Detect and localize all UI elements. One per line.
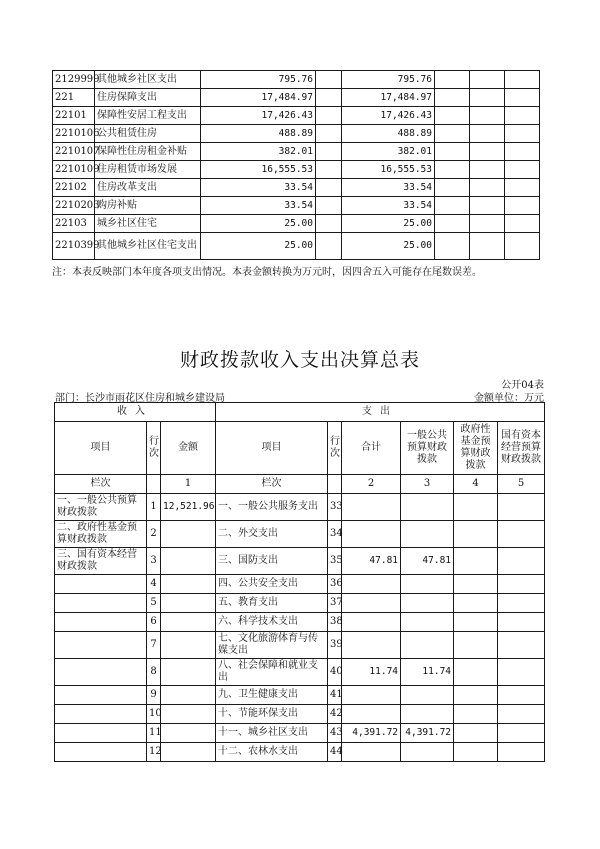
income-line-no: 3 [147,548,161,575]
business-expense [435,125,470,143]
other-expense-a [470,215,505,233]
business-expense [435,161,470,179]
gov-fund-amount [454,686,498,705]
subject-name: 购房补贴 [95,197,201,215]
income-item [55,705,147,724]
subject-code: 2210106 [53,125,95,143]
page-title: 财政拨款收入支出决算总表 [179,349,420,371]
department-label: 部门：长沙市雨花区住房和城乡建设局 [55,393,225,404]
income-amount: 12,521.96 [161,494,216,521]
basic-expense [316,179,342,197]
gov-fund-header: 政府性基金预算财政拨款 [454,422,498,475]
general-budget-amount [401,686,454,705]
general-budget-amount: 47.81 [401,548,454,575]
table-row [55,613,545,632]
table-row [53,107,540,125]
table-row [53,161,540,179]
form-code: 公开04表 [501,380,544,391]
general-budget-amount: 11.74 [401,659,454,686]
column-index-row [55,475,545,494]
col-label: 栏次 [55,475,147,494]
general-budget-amount: 4,391.72 [401,724,454,743]
other-expense-b [505,107,540,125]
income-item [55,575,147,594]
total-amount: 795.76 [201,71,316,89]
total-amount: 17,484.97 [201,89,316,107]
expense-item: 二、外交支出 [216,521,328,548]
gov-fund-amount [454,632,498,659]
basic-expense [316,197,342,215]
table-row [55,575,545,594]
table-row [53,143,540,161]
subject-name: 其他城乡社区住宅支出 [95,233,201,260]
income-item-header: 项目 [55,422,147,475]
income-amount [161,521,216,548]
subject-code: 2210109 [53,161,95,179]
expense-item: 三、国防支出 [216,548,328,575]
expense-total [342,705,401,724]
income-item [55,724,147,743]
income-amount [161,686,216,705]
subject-name: 住房改革支出 [95,179,201,197]
subject-code: 2210203 [53,197,95,215]
expense-total [342,613,401,632]
income-line-no: 11 [147,724,161,743]
expense-item: 十、节能环保支出 [216,705,328,724]
basic-expense [316,161,342,179]
subject-code: 22103 [53,215,95,233]
income-amount-header: 金额 [161,422,216,475]
income-line-no: 10 [147,705,161,724]
income-item [55,632,147,659]
income-line-no: 12 [147,743,161,762]
project-expense: 17,426.43 [342,107,435,125]
income-item [55,659,147,686]
income-amount [161,724,216,743]
subject-code: 2129999 [53,71,95,89]
business-expense [435,197,470,215]
other-expense-b [505,125,540,143]
other-expense-a [470,89,505,107]
expense-item: 八、社会保障和就业支出 [216,659,328,686]
income-line-no: 7 [147,632,161,659]
subject-code: 221 [53,89,95,107]
table-row [55,521,545,548]
business-expense [435,89,470,107]
other-expense-a [470,197,505,215]
income-amount [161,632,216,659]
basic-expense [316,89,342,107]
table-row [53,197,540,215]
gov-fund-amount [454,659,498,686]
expense-line-no: 39 [328,632,342,659]
income-line-no: 5 [147,594,161,613]
table-row [55,548,545,575]
project-expense: 16,555.53 [342,161,435,179]
subject-name: 其他城乡社区支出 [95,71,201,89]
subject-name: 保障性住房租金补贴 [95,143,201,161]
basic-expense [316,215,342,233]
income-line-header: 行次 [147,422,161,475]
expense-item: 九、卫生健康支出 [216,686,328,705]
other-expense-a [470,233,505,260]
other-expense-a [470,143,505,161]
expense-item: 六、科学技术支出 [216,613,328,632]
table-row [53,215,540,233]
general-budget-amount [401,613,454,632]
gov-fund-amount [454,743,498,762]
table-row [55,659,545,686]
general-budget-amount [401,494,454,521]
expense-total: 11.74 [342,659,401,686]
subject-code: 2210107 [53,143,95,161]
project-expense: 25.00 [342,215,435,233]
income-amount [161,659,216,686]
state-capital-amount [498,686,545,705]
expense-total [342,594,401,613]
income-amount [161,548,216,575]
total-amount: 488.89 [201,125,316,143]
table-row [55,686,545,705]
expense-line-no: 43 [328,724,342,743]
expense-line-no: 44 [328,743,342,762]
project-expense: 25.00 [342,233,435,260]
expense-line-no: 40 [328,659,342,686]
col-index-3: 3 [401,475,454,494]
table-row [55,632,545,659]
state-capital-amount [498,724,545,743]
other-expense-a [470,107,505,125]
col-index-1: 1 [161,475,216,494]
state-capital-header: 国有资本经营预算财政拨款 [498,422,545,475]
expense-total [342,494,401,521]
state-capital-amount [498,594,545,613]
income-item [55,594,147,613]
income-item [55,743,147,762]
expense-item: 十二、农林水支出 [216,743,328,762]
gov-fund-amount [454,594,498,613]
total-amount: 17,426.43 [201,107,316,125]
other-expense-a [470,179,505,197]
general-budget-amount [401,705,454,724]
expenditure-detail-table [52,70,540,260]
other-expense-b [505,197,540,215]
expense-total [342,575,401,594]
col-label-2: 栏次 [216,475,328,494]
income-amount [161,613,216,632]
gov-fund-amount [454,724,498,743]
project-expense: 795.76 [342,71,435,89]
table-row [53,125,540,143]
income-line-no: 4 [147,575,161,594]
business-expense [435,107,470,125]
other-expense-a [470,71,505,89]
income-line-no: 6 [147,613,161,632]
table-row [55,494,545,521]
subject-code: 22101 [53,107,95,125]
total-header: 合计 [342,422,401,475]
income-line-no: 2 [147,521,161,548]
expense-total [342,686,401,705]
general-budget-header: 一般公共预算财政拨款 [401,422,454,475]
header-row-sections [55,403,545,422]
other-expense-a [470,161,505,179]
state-capital-amount [498,575,545,594]
expense-item: 十一、城乡社区支出 [216,724,328,743]
basic-expense [316,143,342,161]
state-capital-amount [498,705,545,724]
gov-fund-amount [454,705,498,724]
gov-fund-amount [454,494,498,521]
expense-line-header: 行次 [328,422,342,475]
unit-label: 金额单位：万元 [474,393,544,404]
col-index-5: 5 [498,475,545,494]
general-budget-amount [401,632,454,659]
other-expense-a [470,125,505,143]
subject-code: 22102 [53,179,95,197]
expense-line-no: 38 [328,613,342,632]
income-amount [161,575,216,594]
subject-name: 住房租赁市场发展 [95,161,201,179]
total-amount: 25.00 [201,233,316,260]
subject-name: 公共租赁住房 [95,125,201,143]
other-expense-b [505,161,540,179]
business-expense [435,143,470,161]
total-amount: 382.01 [201,143,316,161]
project-expense: 17,484.97 [342,89,435,107]
other-expense-b [505,71,540,89]
business-expense [435,215,470,233]
expense-total: 4,391.72 [342,724,401,743]
state-capital-amount [498,743,545,762]
income-item [55,686,147,705]
table-row [53,179,540,197]
expense-header: 支出 [216,403,545,422]
income-line-no: 1 [147,494,161,521]
gov-fund-amount [454,548,498,575]
income-item [55,613,147,632]
expense-item-header: 项目 [216,422,328,475]
project-expense: 382.01 [342,143,435,161]
table-row [53,89,540,107]
basic-expense [316,107,342,125]
state-capital-amount [498,632,545,659]
expense-item: 一、一般公共服务支出 [216,494,328,521]
business-expense [435,71,470,89]
subject-name: 保障性安居工程支出 [95,107,201,125]
table-row [55,594,545,613]
subject-name: 住房保障支出 [95,89,201,107]
expense-total [342,743,401,762]
general-budget-amount [401,575,454,594]
table-row [55,724,545,743]
state-capital-amount [498,548,545,575]
income-item: 一、一般公共预算财政拨款 [55,494,147,521]
col-index-2: 2 [342,475,401,494]
basic-expense [316,71,342,89]
col-index-4: 4 [454,475,498,494]
expense-total [342,632,401,659]
expense-line-no: 34 [328,521,342,548]
expense-line-no: 36 [328,575,342,594]
table-row [55,705,545,724]
gov-fund-amount [454,575,498,594]
expense-line-no: 33 [328,494,342,521]
project-expense: 33.54 [342,197,435,215]
other-expense-b [505,215,540,233]
expense-line-no: 41 [328,686,342,705]
expense-line-no: 35 [328,548,342,575]
footnote: 注：本表反映部门本年度各项支出情况。本表金额转换为万元时，因四舍五入可能存在尾数误差。 [52,267,482,278]
state-capital-amount [498,521,545,548]
general-budget-amount [401,594,454,613]
general-budget-amount [401,743,454,762]
other-expense-b [505,233,540,260]
state-capital-amount [498,613,545,632]
expense-line-no: 42 [328,705,342,724]
subject-name: 城乡社区住宅 [95,215,201,233]
business-expense [435,179,470,197]
income-item: 二、政府性基金预算财政拨款 [55,521,147,548]
expense-item: 七、文化旅游体育与传媒支出 [216,632,328,659]
other-expense-b [505,143,540,161]
business-expense [435,233,470,260]
table-row [53,71,540,89]
total-amount: 33.54 [201,179,316,197]
fiscal-appropriation-summary-table [54,402,545,762]
total-amount: 33.54 [201,197,316,215]
expense-item: 五、教育支出 [216,594,328,613]
table-row [53,233,540,260]
income-item: 三、国有资本经营财政拨款 [55,548,147,575]
income-line-no: 9 [147,686,161,705]
state-capital-amount [498,494,545,521]
state-capital-amount [498,659,545,686]
general-budget-amount [401,521,454,548]
expense-total: 47.81 [342,548,401,575]
header-row-columns [55,422,545,475]
income-line-no: 8 [147,659,161,686]
subject-code: 2210399 [53,233,95,260]
total-amount: 16,555.53 [201,161,316,179]
gov-fund-amount [454,521,498,548]
basic-expense [316,125,342,143]
basic-expense [316,233,342,260]
other-expense-b [505,89,540,107]
expense-item: 四、公共安全支出 [216,575,328,594]
total-amount: 25.00 [201,215,316,233]
expense-total [342,521,401,548]
expense-line-no: 37 [328,594,342,613]
income-amount [161,594,216,613]
gov-fund-amount [454,613,498,632]
income-amount [161,705,216,724]
project-expense: 488.89 [342,125,435,143]
table-row [55,743,545,762]
income-header: 收入 [55,403,216,422]
income-amount [161,743,216,762]
other-expense-b [505,179,540,197]
project-expense: 33.54 [342,179,435,197]
